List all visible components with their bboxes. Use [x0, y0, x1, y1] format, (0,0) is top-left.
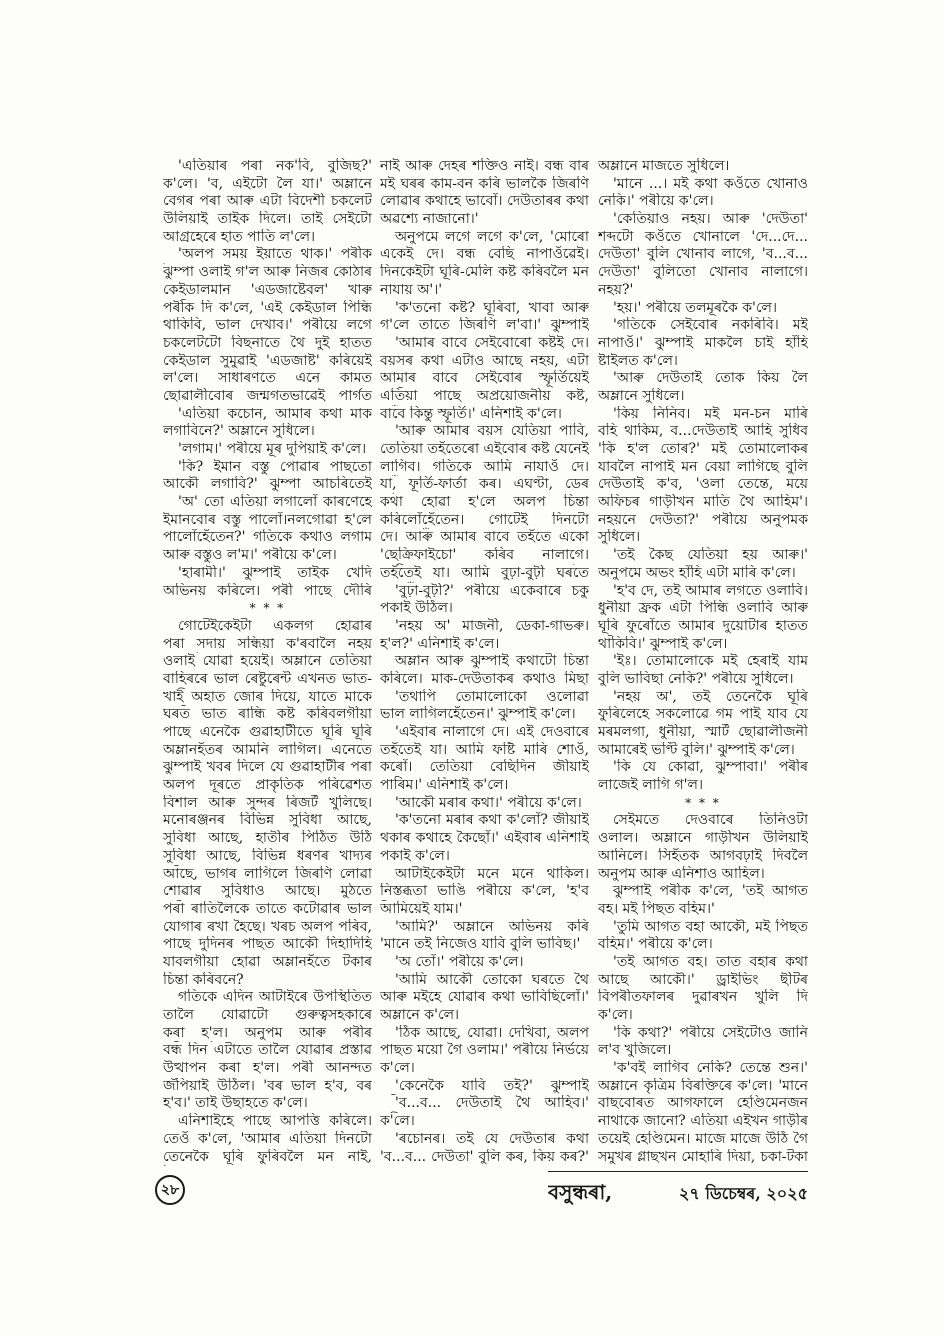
text-line: 'ক'তনো মৰাৰ কথা ক'লোঁ? জীয়াই — [395, 812, 589, 829]
text-column-3 — [598, 158, 808, 1168]
text-line: 'মানে তই নিজেও যাবি বুলি ভাবিছ।' — [380, 936, 581, 953]
text-line: বুলি ভাবিছা নেকি?' পৰীয়ে সুধিলে। — [598, 670, 794, 687]
text-line: কৰা হ'ল। অনুপম আৰু পৰীৰ — [163, 1024, 372, 1041]
text-line: 'কি হ'ল তোৰ?' মই তোমালোকৰ — [598, 441, 808, 457]
text-line: 'অলপ সময় ইয়াতে থাক।' পৰীক — [178, 246, 372, 263]
text-line: কৰিলোঁহেঁতেন। গোটেই দিনটো — [380, 511, 589, 528]
paragraph — [380, 954, 589, 972]
text-line: শোৱাৰ সুবিধাও আছে। মুঠতে — [163, 883, 372, 900]
text-line: দেউতা' বুলিতো খোনাব নালাগে। — [598, 264, 808, 281]
paragraph — [598, 547, 808, 582]
paragraph — [598, 370, 808, 405]
text-line: তহঁতেই যা। আমি ফষ্টি মাৰি শোওঁ, — [380, 741, 589, 758]
paragraph — [380, 618, 589, 653]
text-line: অম্লানহঁতৰ আমনি লাগিল। এনেতে — [163, 741, 372, 758]
paragraph — [598, 1060, 808, 1166]
text-line: তয়েই হেণ্ডিমেন। মাজে মাজে উঠি গৈ — [598, 1130, 808, 1147]
text-line: মই ঘৰৰ কাম-বন কৰি ভালকৈ জিৰণি — [380, 175, 589, 192]
text-line: একেই দে। বন্ধ বেছি নাপাওঁৱেই। — [380, 246, 589, 263]
text-line: আকৌ লগাবি?' ঝুম্পা আচৰিতেই — [163, 476, 372, 493]
paragraph — [380, 919, 589, 954]
text-line: ক'লে। 'ব, এইটো লৈ যা।' অম্লানে — [163, 175, 372, 192]
paragraph — [163, 441, 372, 459]
text-line: তালৈ যোৱাটো গুৰুত্বসহকাৰে — [163, 1007, 372, 1023]
text-line: কেইডাল সুমুৱাই 'এডজাষ্ট' কৰিয়েই — [163, 352, 372, 369]
text-line: পকাই ক'লে। — [380, 847, 450, 864]
paragraph — [380, 335, 589, 423]
text-line: কেইডালমান 'এডজাষ্টেবল' খাৰু — [163, 281, 372, 298]
text-line: 'কিয় নিনিব। মই মন-চন মাৰি — [613, 405, 808, 422]
text-line: পালোঁহেঁতেন?' গতিকে কথাও লগাম — [163, 529, 372, 546]
text-line: পাৰিম।' এনিশাই ক'লে। — [380, 777, 509, 794]
paragraph — [380, 812, 589, 865]
text-line: অলপ দূৰতে প্ৰাকৃতিক পৰিৱেশত — [163, 777, 372, 794]
text-line: যোগাৰ ৰখা হৈছে। খৰচ অলপ পৰিব, — [163, 918, 372, 935]
text-line: 'হ'ব দে, তই আমাৰ লগতে ওলাবি। — [613, 582, 808, 599]
section-separator: * * * — [249, 601, 286, 616]
text-line: পাছে দুদিনৰ পাছত আকৌ দিহাদিহি — [163, 936, 372, 953]
paragraph — [598, 883, 808, 918]
text-line: ঝুম্পাই পৰীক ক'লে, 'তই আগত — [613, 883, 808, 900]
text-line: নাথাকে জানো? এতিয়া এইখন গাড়ীৰ — [598, 1113, 808, 1130]
paragraph — [598, 954, 808, 1025]
text-line: এনিশাইহে পাছে আপত্তি কৰিলে। — [178, 1113, 372, 1130]
text-line: 'আকৌ মৰাৰ কথা।' পৰীয়ে ক'লে। — [395, 794, 582, 811]
text-line: গ'লে তাতে জিৰণি ল'বা।' ঝুম্পাই — [380, 317, 589, 334]
text-column-1 — [163, 158, 372, 1168]
text-line: ঘূৰি ফুৰোঁতে আমাৰ দুয়োটাৰ হাতত — [598, 617, 808, 634]
text-line: 'তথাপি তোমালোকো ওলোৱা — [395, 688, 589, 705]
text-line: তেওঁ ক'লে, 'আমাৰ এতিয়া দিনটো — [163, 1130, 372, 1147]
paragraph — [598, 300, 808, 318]
text-line: পাছে এনেকৈ গুৱাহাটীতে ঘূৰি ঘূৰি — [163, 724, 372, 740]
text-line: 'হাৰামী।' ঝুম্পাই তাইক খেদি — [178, 564, 372, 581]
text-line: 'ক'বই লাগিব নেকি? তেন্তে শুন।' — [613, 1060, 808, 1077]
text-line: 'তুমি আগত বহা আকৌ, মই পিছত — [613, 918, 808, 935]
text-line: ল'ব খুজিলে। — [598, 1042, 672, 1059]
text-line: 'গতিকে সেইবোৰ নকৰিবি। মই — [613, 317, 808, 334]
text-line: গোটেইকেইটা একলগ হোৱাৰ — [178, 617, 372, 634]
text-line: অনুপমে অভং হাঁহি এটা মাৰি ক'লে। — [598, 564, 796, 581]
paragraph — [598, 1025, 808, 1060]
paragraph — [598, 689, 808, 760]
section-separator: * * * — [685, 795, 721, 810]
paragraph — [163, 618, 372, 989]
text-line: গতিকে এদিন আটাইৰে উপস্থিতিত — [178, 989, 372, 1006]
text-line: আমাৰ বাবে সেইবোৰ স্ফূৰ্তিয়েই — [380, 370, 589, 387]
paragraph — [380, 653, 589, 688]
text-line: চকলেটটো বিছনাতে থৈ দুই হাতত — [163, 334, 372, 351]
footer — [548, 1178, 808, 1208]
text-line: বাছবোৰত আগফালে হেণ্ডিমেনজন — [598, 1095, 808, 1112]
text-line: থাকিবি।' ঝুম্পাই ক'লে। — [598, 635, 728, 652]
text-line: অম্লানে কৃত্ৰিম বিৰক্তিৰে ক'লে। 'মানে — [598, 1077, 808, 1094]
text-line: পৰা ৰাতিলৈকে তাতে কটোৱাৰ ভাল — [163, 900, 372, 917]
text-line: মৰমলগা, ধুনীয়া, স্মাৰ্ট ছোৱালীজনী — [598, 724, 808, 740]
text-column-2 — [380, 158, 589, 1168]
text-line: সমুখৰ গ্লাছখন মোহাৰি দিয়া, চকা-টকা — [598, 1148, 808, 1165]
text-line: অম্লান আৰু ঝুম্পাই কথাটো চিন্তা — [395, 653, 589, 670]
text-line: 'কি যে কোৱা, ঝুম্পাবা।' পৰীৰ — [613, 759, 808, 776]
text-line: নাই আৰু দেহৰ শক্তিও নাই। বন্ধ বাৰ — [380, 158, 589, 174]
text-line: সুবিধা আছে, হাতীৰ পিঠিত উঠি — [163, 830, 372, 847]
text-line: 'নহয় অ', তই তেনেকৈ ঘূৰি — [613, 688, 808, 705]
text-line: 'কেতিয়াও নহয়। আৰু 'দেউতা' — [613, 211, 808, 228]
text-line: অনুপম আৰু এনিশাও আহিল। — [598, 865, 765, 882]
text-line: অফিচৰ গাড়ীখন মাতি থৈ আহিম'। — [598, 494, 808, 511]
text-line: ছোৱালীবোৰ জন্মগতভাৱেই পাৰ্গত — [163, 387, 372, 404]
paragraph — [380, 1131, 589, 1166]
paragraph — [380, 300, 589, 335]
paragraph — [380, 866, 589, 919]
page-number: ২৮ — [155, 1175, 185, 1205]
text-line: আৰু মইহে যোৱাৰ কথা ভাবিছিলোঁ।' — [380, 989, 589, 1006]
text-line: সুবিধা আছে, বিভিন্ন ধৰণৰ খাদ্যৰ — [163, 847, 372, 864]
text-line: অম্লানে মাজতে সুধিলে। — [598, 158, 730, 174]
text-line: 'অ তোঁ।' পৰীয়ে ক'লে। — [395, 953, 524, 970]
text-line: লগাবিনে?' অম্লানে সুধিলে। — [163, 423, 315, 440]
text-line: হ'ব।' তাই উছাহতে ক'লে। — [163, 1095, 308, 1112]
text-line: 'তই আগত বহ। তাত বহাৰ কথা — [613, 953, 808, 970]
text-line: বাহিৰৰে ভাল ৰেষ্টুৰেন্ট এখনত ভাত- — [163, 670, 372, 687]
paragraph — [598, 406, 808, 548]
paragraph — [380, 423, 589, 582]
text-line: 'ছেক্ৰিফাইচো' কৰিব নালাগে। — [380, 547, 589, 564]
text-line: আৰু বস্তুও ল'ম।' পৰীয়ে ক'লে। — [163, 547, 337, 564]
text-line: আগ্ৰহেৰে হাত পাতি ল'লে। — [163, 228, 316, 245]
paragraph — [163, 494, 372, 565]
text-line: তেনেকৈ ঘূৰি ফুৰিবলৈ মন নাই, — [163, 1148, 372, 1165]
paragraph — [380, 724, 589, 795]
text-line: যাবলৈ নাপাই মন বেয়া লাগিছে বুলি — [598, 458, 808, 475]
text-line: 'কি? ইমান বস্তু পোৱাৰ পাছতো — [178, 458, 372, 475]
text-line: চিন্তা কৰিবনে? — [163, 971, 244, 988]
text-line: ক'লে। — [598, 1007, 633, 1023]
text-line: নাযায় অ'।' — [380, 281, 443, 298]
text-line: 'অ' তো এতিয়া লগালোঁ কাৰণেহে — [178, 494, 372, 511]
text-line: 'এতিয়া কচোন, আমাৰ কথা মাক — [178, 405, 372, 422]
text-line: 'আমি?' অম্লানে অভিনয় কৰি — [395, 918, 589, 935]
text-line: 'ক'তনো কষ্ট? ঘূৰিবা, খাবা আৰু — [395, 299, 589, 316]
text-line: কৰোঁ। তেতিয়া বেছিদিন জীয়াই — [380, 759, 589, 776]
text-line: ঝুম্পা ওলাই গ'ল আৰু নিজৰ কোঠাৰ — [163, 264, 372, 281]
text-line: ইমানবোৰ বস্তু পালোঁ।নলগোৱা হ'লে — [163, 511, 372, 528]
text-line: লাজেই লাগি গ'ল। — [598, 777, 703, 794]
text-line: অনুপমে লগে লগে ক'লে, 'মোৰো — [395, 228, 589, 245]
issue-date: ২৭ ডিচেম্বৰ, ২০২৫ — [679, 1184, 808, 1203]
text-line: 'কেনেকৈ যাবি তই?' ঝুম্পাই — [395, 1077, 589, 1094]
paragraph — [163, 459, 372, 494]
paragraph — [380, 229, 589, 300]
paragraph — [380, 1025, 589, 1078]
text-line: ষ্টাইলত ক'লে। — [598, 352, 678, 369]
paragraph — [598, 583, 808, 654]
text-line: 'আৰু দেউতাই তোক কিয় লৈ — [613, 370, 808, 387]
text-line: নহয়?' — [598, 281, 634, 298]
paragraph — [380, 689, 589, 724]
paragraph — [163, 406, 372, 441]
text-line: নেকি।' পৰীয়ে ক'লে। — [598, 193, 714, 210]
text-line: আনিলে। সিহঁতক আগবঢ়াই দিবলৈ — [598, 847, 808, 864]
paragraph — [380, 158, 589, 229]
text-line: কথা হোৱা হ'লে অলপ চিন্তা — [380, 494, 589, 511]
text-line: নিস্তব্ধতা ভাঙি পৰীয়ে ক'লে, 'হ'ব — [380, 883, 589, 900]
text-line: বেগৰ পৰা আৰু এটা বিদেশী চকলেট — [163, 193, 372, 210]
text-line: 'কি কথা?' পৰীয়ে সেইটোও জানি — [613, 1024, 808, 1041]
text-line: লোৱাৰ কথাহে ভাবোঁ। দেউতাৰৰ কথা — [380, 193, 589, 210]
text-line: নাপাওঁ।' ঝুম্পাই মাকলৈ চাই হাঁহি — [598, 334, 808, 351]
paragraph — [163, 246, 372, 405]
text-line: অৱশ্যে নাজানো।' — [380, 211, 479, 228]
text-line: ধুনীয়া ফ্ৰক এটা পিন্ধি ওলাবি আৰু — [598, 600, 808, 617]
text-line: ঘৰত ভাত ৰান্ধি কষ্ট কৰিবলগীয়া — [163, 706, 372, 723]
text-line: অভিনয় কৰিলে। পৰী পাছে দৌৰি — [163, 582, 372, 599]
text-line: 'হয়।' পৰীয়ে তলমূৰকৈ ক'লে। — [613, 299, 777, 316]
text-line: 'তই কৈছ যেতিয়া হয় আৰু।' — [613, 547, 808, 564]
text-line: নহয়নে দেউতা?' পৰীয়ে অনুপমক — [598, 511, 808, 528]
text-line: কৰিলে। মাক-দেউতাকৰ কথাও মিছা — [380, 670, 589, 687]
text-line: 'ব...ব... দেউতা' বুলি কৰ, কিয় কৰ?' — [380, 1148, 589, 1165]
text-line: 'আমাৰ বাবে সেইবোৰো কষ্টই দে। — [395, 334, 589, 351]
text-line: শব্দটো কওঁতে খোনালে 'দে...দে... — [598, 228, 808, 245]
text-line: 'নহয় অ' মাজনী, ডেকা-গাভৰু। — [395, 617, 589, 634]
text-line: উলিয়াই তাইক দিলে। তাই সেইটো — [163, 211, 372, 228]
text-line: এতিয়া পাছে অপ্ৰয়োজনীয় কষ্ট, — [380, 387, 589, 404]
text-line: আছে আকৌ।' ড্ৰাইভিং ছীটৰ — [598, 971, 808, 988]
paragraph — [380, 1095, 589, 1130]
text-line: থকাৰ কথাহে কৈছোঁ।' এইবাৰ এনিশাই — [380, 830, 589, 847]
text-line: আছে, ভাগৰ লাগিলে জিৰণি লোৱা — [163, 865, 372, 882]
text-line: উত্থাপন কৰা হ'ল। পৰী আনন্দত — [163, 1060, 372, 1077]
text-line: 'আমি আকৌ তোকো ঘৰতে থৈ — [395, 971, 589, 988]
text-line: দেউতা' বুলি খোনাব লাগে, 'ব...ব... — [598, 246, 808, 263]
text-line: লাগিব। গতিকে আমি নাযাওঁ দে। — [380, 458, 589, 475]
paragraph — [163, 989, 372, 1113]
paragraph — [598, 211, 808, 299]
text-line: 'ঠিক আছে, যোৱা। দেখিবা, অলপ — [395, 1024, 589, 1041]
text-line: ক'লে। — [380, 1113, 415, 1130]
text-line: 'ব...ব... দেউতাই থৈ আহিব।' — [395, 1095, 589, 1112]
text-line: 'ইঃ। তোমালোকে মই হেৰাই যাম — [613, 653, 808, 670]
paragraph — [163, 1113, 372, 1166]
text-line: বাবে কিন্তু স্ফূৰ্তি।' এনিশাই ক'লে। — [380, 405, 562, 422]
text-line: হ'ল?' এনিশাই ক'লে। — [380, 635, 500, 652]
text-line: পৰা সদায় সন্ধিয়া ক'ৰবালৈ নহয় — [163, 635, 372, 652]
text-line: পৰীক দি ক'লে, 'এই কেইডাল পিন্ধি — [163, 299, 372, 316]
text-line: বহি থাকিম, ব...দেউতাই আহি সুধিব — [598, 423, 808, 440]
text-line: থাকিবি, ভাল দেখাব।' পৰীয়ে লগে — [163, 317, 372, 334]
text-line: বন্ধ দিন এটাতে তালৈ যোৱাৰ প্ৰস্তাৱ — [163, 1042, 372, 1059]
text-line: দে। আৰু আমাৰ বাবে তহঁতে একো — [380, 529, 589, 546]
text-line: তহঁতেই যা। আমি বুঢ়া-বুঢ়ী ঘৰতে — [380, 564, 589, 581]
paragraph — [598, 759, 808, 794]
text-line: ওলাল। অম্লানে গাড়ীখন উলিয়াই — [598, 830, 808, 847]
magazine-name: বসুন্ধৰা, — [548, 1180, 613, 1204]
paragraph — [163, 565, 372, 600]
text-line: তেতিয়া তহঁতেৰো এইবোৰ কষ্ট যেনেই — [380, 441, 589, 457]
text-line: বিশাল আৰু সুন্দৰ ৰিজৰ্ট খুলিছে। — [163, 794, 372, 811]
text-line: 'ৰচোনৰ। তই যে দেউতাৰ কথা — [395, 1130, 589, 1147]
paragraph — [598, 158, 808, 176]
paragraph — [598, 176, 808, 211]
text-line: 'এতিয়াৰ পৰা নক'বি, বুজিছ?' — [178, 158, 372, 174]
text-line: ওলাই যোৱা হয়েই। অম্লানে তেতিয়া — [163, 653, 372, 670]
text-line: 'এইবাৰ নালাগে দে। এই দেওবাৰে — [395, 724, 589, 740]
paragraph — [598, 653, 808, 688]
text-line: 'লগাম।' পৰীয়ে মূৰ দুপিয়াই ক'লে। — [178, 441, 367, 457]
text-line: ভাল লাগিলহেঁতেন।' ঝুম্পাই ক'লে। — [380, 706, 576, 723]
text-line: পাছত ময়ো গৈ ওলাম।' পৰীয়ে নিৰ্ভয়ে — [380, 1042, 589, 1059]
text-line: মনোৰঞ্জনৰ বিভিন্ন সুবিধা আছে, — [163, 812, 372, 829]
text-line: যা, ফূৰ্তি-ফাৰ্তা কৰ। এঘণ্টা, ডেৰ — [380, 476, 589, 493]
text-line: আমাৰেই ভণ্টি বুলি।' ঝুম্পাই ক'লে। — [598, 741, 795, 758]
text-line: দেউতাই ক'ব, 'ওলা তেন্তে, ময়ে — [598, 476, 808, 493]
text-line: যাবলগীয়া হোৱা অম্লানহঁতে টকাৰ — [163, 953, 372, 970]
paragraph — [598, 812, 808, 883]
text-line: 'মানে ...। মই কথা কওঁতে খোনাও — [613, 175, 808, 192]
paragraph — [380, 972, 589, 1025]
paragraph — [163, 158, 372, 246]
text-line: 'আৰু আমাৰ বয়স যেতিয়া পাবি, — [395, 423, 589, 440]
paragraph — [380, 795, 589, 813]
footer-rule — [548, 1171, 808, 1172]
paragraph — [380, 583, 589, 618]
paragraph — [598, 317, 808, 370]
text-line: আমিয়েই যাম।' — [380, 900, 463, 917]
text-line: সুধিলে। — [598, 529, 641, 546]
text-line: অম্লানে সুধিলে। — [598, 387, 685, 404]
text-line: 'বুঢ়া-বুঢ়ী?' পৰীয়ে একেবাৰে চকু — [395, 582, 589, 599]
text-line: বহ। মই পিছত বহিম।' — [598, 900, 715, 917]
text-line: বিপৰীতফালৰ দুৱাৰখন খুলি দি — [598, 989, 808, 1006]
text-line: আটাইকেইটা মনে মনে থাকিল। — [395, 865, 589, 882]
text-line: ল'লে। সাধাৰণতে এনে কামত — [163, 370, 372, 387]
text-line: খাই অহাত জোৰ দিয়ে, যাতে মাকে — [163, 688, 372, 705]
text-line: বহিম।' পৰীয়ে ক'লে। — [598, 936, 713, 953]
text-line: ঝুম্পাই খবৰ দিলে যে গুৱাহাটীৰ পৰা — [163, 759, 372, 776]
text-line: অম্লানে ক'লে। — [380, 1007, 460, 1023]
text-line: দিনকেইটা ঘূৰি-মেলি কষ্ট কৰিবলৈ মন — [380, 264, 589, 281]
text-line: ফুৰিলেহে সকলোৱে গম পাই যাব যে — [598, 706, 808, 723]
text-line: জঁপিয়াই উঠিল। 'বৰ ভাল হ'ব, বৰ — [163, 1077, 372, 1094]
paragraph — [380, 1078, 589, 1096]
text-line: বয়সৰ কথা এটাও আছে নহয়, এটা — [380, 352, 589, 369]
paragraph — [598, 919, 808, 954]
text-line: পকাই উঠিল। — [380, 600, 453, 617]
text-line: সেইমতে দেওবাৰে তিনিওটা — [613, 812, 808, 829]
text-line: ক'লে। — [380, 1060, 415, 1077]
